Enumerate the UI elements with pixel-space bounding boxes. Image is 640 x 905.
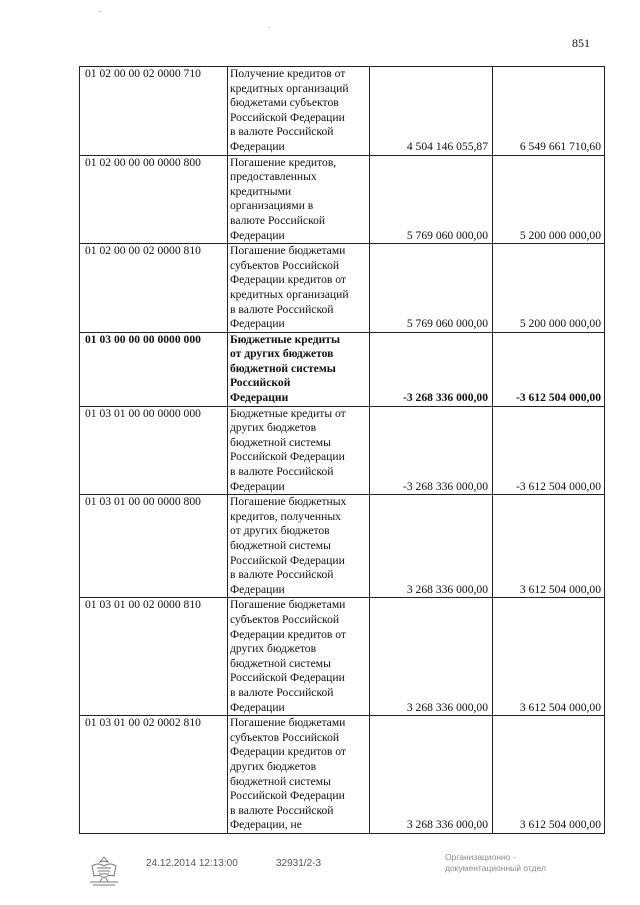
budget-code-cell: 01 02 00 00 02 0000 810	[80, 244, 228, 333]
item-name-line: субъектов Российской	[230, 258, 340, 272]
item-name-line: Федерации кредитов от	[230, 745, 346, 759]
item-name-line: Федерации	[230, 582, 285, 596]
item-name-line: других бюджетов	[230, 421, 317, 435]
item-name-cell	[228, 406, 370, 495]
amount-cell-second: 3 612 504 000,00	[493, 495, 605, 598]
item-name-line: Получение кредитов от	[230, 67, 346, 80]
amount-cell-first: 4 504 146 055,87	[370, 67, 493, 156]
item-name-line: бюджетной системы	[230, 774, 331, 788]
amount-cell-first: 5 769 060 000,00	[370, 244, 493, 333]
item-name-line: Погашение бюджетами	[230, 716, 346, 730]
item-name-line: Федерации кредитов от	[230, 273, 346, 287]
item-name-line: кредитов, полученных	[230, 509, 341, 523]
item-name-line: бюджетной системы	[230, 656, 331, 670]
item-name-line: Федерации, не	[230, 818, 302, 832]
table-row	[80, 67, 605, 156]
item-name-cell	[228, 244, 370, 333]
item-name-line: Федерации	[230, 228, 285, 242]
item-name-line: Федерации кредитов от	[230, 627, 346, 641]
budget-code-cell: 01 03 01 00 00 0000 800	[80, 495, 228, 598]
item-name-line: субъектов Российской	[230, 730, 340, 744]
item-name-line: Российской Федерации	[230, 110, 345, 124]
item-name-line: Погашение бюджетных	[230, 495, 347, 509]
budget-code-cell: 01 03 01 00 00 0000 000	[80, 406, 228, 495]
footer-datetime: 24.12.2014 12:13:00	[146, 858, 238, 869]
table-row	[80, 332, 605, 406]
item-name-line: в валюте Российской	[230, 685, 334, 699]
item-name-line: субъектов Российской	[230, 612, 340, 626]
item-name-line: бюджетной системы	[230, 361, 336, 375]
amount-cell-second: -3 612 504 000,00	[493, 406, 605, 495]
coat-of-arms-icon	[84, 854, 124, 888]
item-name-line: в валюте Российской	[230, 803, 334, 817]
budget-code-cell: 01 03 01 00 02 0000 810	[80, 598, 228, 716]
item-name-cell	[228, 495, 370, 598]
item-name-line: кредитных организаций	[230, 287, 349, 301]
item-name-line: Федерации	[230, 700, 285, 714]
amount-cell-second: 3 612 504 000,00	[493, 716, 605, 834]
item-name-line: организациями в	[230, 199, 314, 213]
footer-document-ref: 32931/2-3	[276, 858, 322, 869]
footer-department-line: документационный отдел	[445, 863, 546, 873]
budget-code-cell: 01 03 00 00 00 0000 000	[80, 332, 228, 406]
item-name-line: Российской Федерации	[230, 450, 345, 464]
item-name-line: предоставленных	[230, 170, 317, 184]
item-name-cell	[228, 598, 370, 716]
item-name-line: Погашение бюджетами	[230, 598, 346, 612]
table-row	[80, 155, 605, 244]
item-name-line: от других бюджетов	[230, 524, 330, 538]
table-row	[80, 716, 605, 834]
amount-cell-second: -3 612 504 000,00	[493, 332, 605, 406]
table-row	[80, 495, 605, 598]
item-name-line: Бюджетные кредиты от	[230, 406, 346, 420]
item-name-line: Федерации	[230, 479, 285, 493]
item-name-line: Федерации	[230, 139, 285, 153]
amount-cell-first: 3 268 336 000,00	[370, 495, 493, 598]
table-row	[80, 598, 605, 716]
item-name-line: валюте Российской	[230, 213, 326, 227]
item-name-line: в валюте Российской	[230, 125, 334, 139]
footer-department-line: Организационно -	[445, 852, 516, 862]
amount-cell-first: -3 268 336 000,00	[370, 406, 493, 495]
item-name-line: кредитными	[230, 184, 292, 198]
item-name-cell	[228, 155, 370, 244]
item-name-line: бюджетной системы	[230, 435, 331, 449]
amount-cell-first: 3 268 336 000,00	[370, 598, 493, 716]
page-footer	[0, 848, 640, 898]
item-name-line: Федерации	[230, 317, 285, 331]
item-name-line: Бюджетные кредиты	[230, 332, 341, 346]
item-name-line: Российской Федерации	[230, 553, 345, 567]
scan-mark: .	[268, 20, 271, 31]
item-name-cell	[228, 716, 370, 834]
amount-cell-second: 5 200 000 000,00	[493, 244, 605, 333]
item-name-line: бюджетной системы	[230, 539, 331, 552]
table-row	[80, 406, 605, 495]
page-number: 851	[572, 36, 590, 50]
amount-cell-first: 5 769 060 000,00	[370, 155, 493, 244]
scan-mark: -	[98, 6, 102, 17]
item-name-line: в валюте Российской	[230, 568, 334, 582]
amount-cell-second: 3 612 504 000,00	[493, 598, 605, 716]
item-name-line: кредитных организаций	[230, 81, 349, 95]
footer-department	[445, 852, 546, 874]
item-name-line: других бюджетов	[230, 642, 317, 656]
item-name-line: Погашение бюджетами	[230, 244, 346, 258]
budget-table	[79, 66, 605, 834]
item-name-line: Федерации	[230, 391, 289, 405]
item-name-line: Погашение кредитов,	[230, 155, 337, 169]
budget-code-cell: 01 02 00 00 02 0000 710	[80, 67, 228, 156]
amount-cell-second: 5 200 000 000,00	[493, 155, 605, 244]
item-name-line: бюджетами субъектов	[230, 96, 339, 110]
amount-cell-first: 3 268 336 000,00	[370, 716, 493, 834]
budget-code-cell: 01 03 01 00 02 0002 810	[80, 716, 228, 834]
item-name-cell	[228, 332, 370, 406]
table-body	[80, 67, 605, 834]
amount-cell-second: 6 549 661 710,60	[493, 67, 605, 156]
item-name-cell	[228, 67, 370, 156]
item-name-line: Российской Федерации	[230, 789, 345, 803]
item-name-line: от других бюджетов	[230, 347, 334, 361]
item-name-line: в валюте Российской	[230, 465, 334, 479]
table-row	[80, 244, 605, 333]
item-name-line: Российской	[230, 376, 291, 390]
item-name-line: других бюджетов	[230, 759, 317, 773]
amount-cell-first: -3 268 336 000,00	[370, 332, 493, 406]
item-name-line: Российской Федерации	[230, 671, 345, 685]
item-name-line: в валюте Российской	[230, 302, 334, 316]
budget-code-cell: 01 02 00 00 00 0000 800	[80, 155, 228, 244]
